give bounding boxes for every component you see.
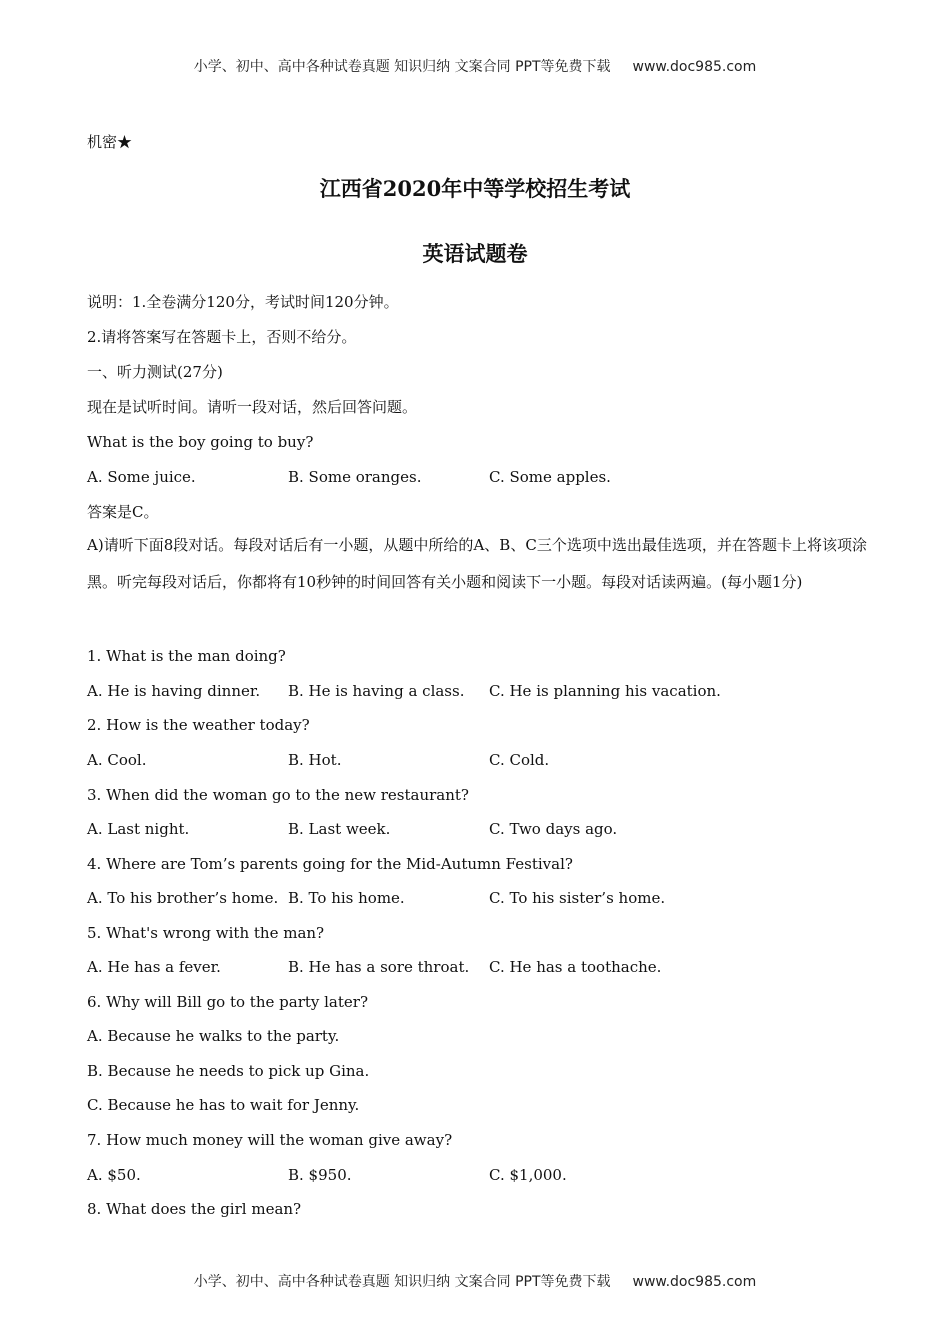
trial-question: What is the boy going to buy? [87,433,314,451]
option-c: C. $1,000. [489,1166,567,1184]
part-a-instructions: A)请听下面8段对话。每段对话后有一小题，从题中所给的A、B、C三个选项中选出最佳选项，并在答题卡上将该项涂黑。听完每段对话后，你都将有10秒钟的时间回答有关小题和阅读下一小题。每段对话读两遍。(每小题1分) [87,536,867,591]
option-c: C. Two days ago. [489,820,618,838]
page-footer [0,1271,950,1291]
option-c: C. Some apples. [489,468,611,486]
trial-answer: 答案是C。 [87,503,159,521]
trial-intro: 现在是试听时间。请听一段对话，然后回答问题。 [87,398,418,416]
option-a: A. Cool. [87,751,147,769]
header-url[interactable]: www.doc985.com [632,59,757,75]
option-a: A. He is having dinner. [87,682,261,700]
footer-url[interactable]: www.doc985.com [632,1274,757,1290]
note-2: 2.请将答案写在答题卡上，否则不给分。 [87,328,357,346]
exam-subtitle: 英语试题卷 [422,241,528,266]
footer-text: 小学、初中、高中各种试卷真题 知识归纳 文案合同 PPT等免费下载 [193,1274,611,1290]
option-b: B. Some oranges. [288,468,422,486]
question-6-option-c: C. Because he has to wait for Jenny. [87,1096,360,1114]
option-c: C. Cold. [489,751,550,769]
option-b: B. He is having a class. [288,682,465,700]
note-1: 说明：1.全卷满分120分，考试时间120分钟。 [87,293,399,311]
option-a: A. Last night. [87,820,190,838]
section-heading: 一、听力测试(27分) [87,363,223,381]
question-6-option-a: A. Because he walks to the party. [87,1027,340,1045]
option-a: A. To his brother’s home. [87,889,279,907]
question-6: 6. Why will Bill go to the party later? [87,993,368,1011]
option-b: B. Last week. [288,820,391,838]
option-a: A. He has a fever. [87,958,221,976]
question-3: 3. When did the woman go to the new restaurant? [87,786,469,804]
option-a: A. Some juice. [87,468,196,486]
option-b: B. He has a sore throat. [288,958,470,976]
question-7: 7. How much money will the woman give away? [87,1131,453,1149]
option-b: B. To his home. [288,889,405,907]
question-4: 4. Where are Tom’s parents going for the Mid-Autumn Festival? [87,855,573,873]
page-header [0,56,950,76]
question-2: 2. How is the weather today? [87,716,310,734]
confidential-mark: 机密★ [87,133,133,151]
option-c: C. He is planning his vacation. [489,682,721,700]
option-a: A. $50. [87,1166,141,1184]
question-6-option-b: B. Because he needs to pick up Gina. [87,1062,370,1080]
option-b: B. $950. [288,1166,352,1184]
question-8: 8. What does the girl mean? [87,1200,302,1218]
exam-title: 江西省2020年中等学校招生考试 [319,176,631,201]
option-c: C. He has a toothache. [489,958,662,976]
question-5: 5. What's wrong with the man? [87,924,325,942]
header-text: 小学、初中、高中各种试卷真题 知识归纳 文案合同 PPT等免费下载 [193,59,611,75]
option-b: B. Hot. [288,751,342,769]
question-1: 1. What is the man doing? [87,647,286,665]
option-c: C. To his sister’s home. [489,889,666,907]
